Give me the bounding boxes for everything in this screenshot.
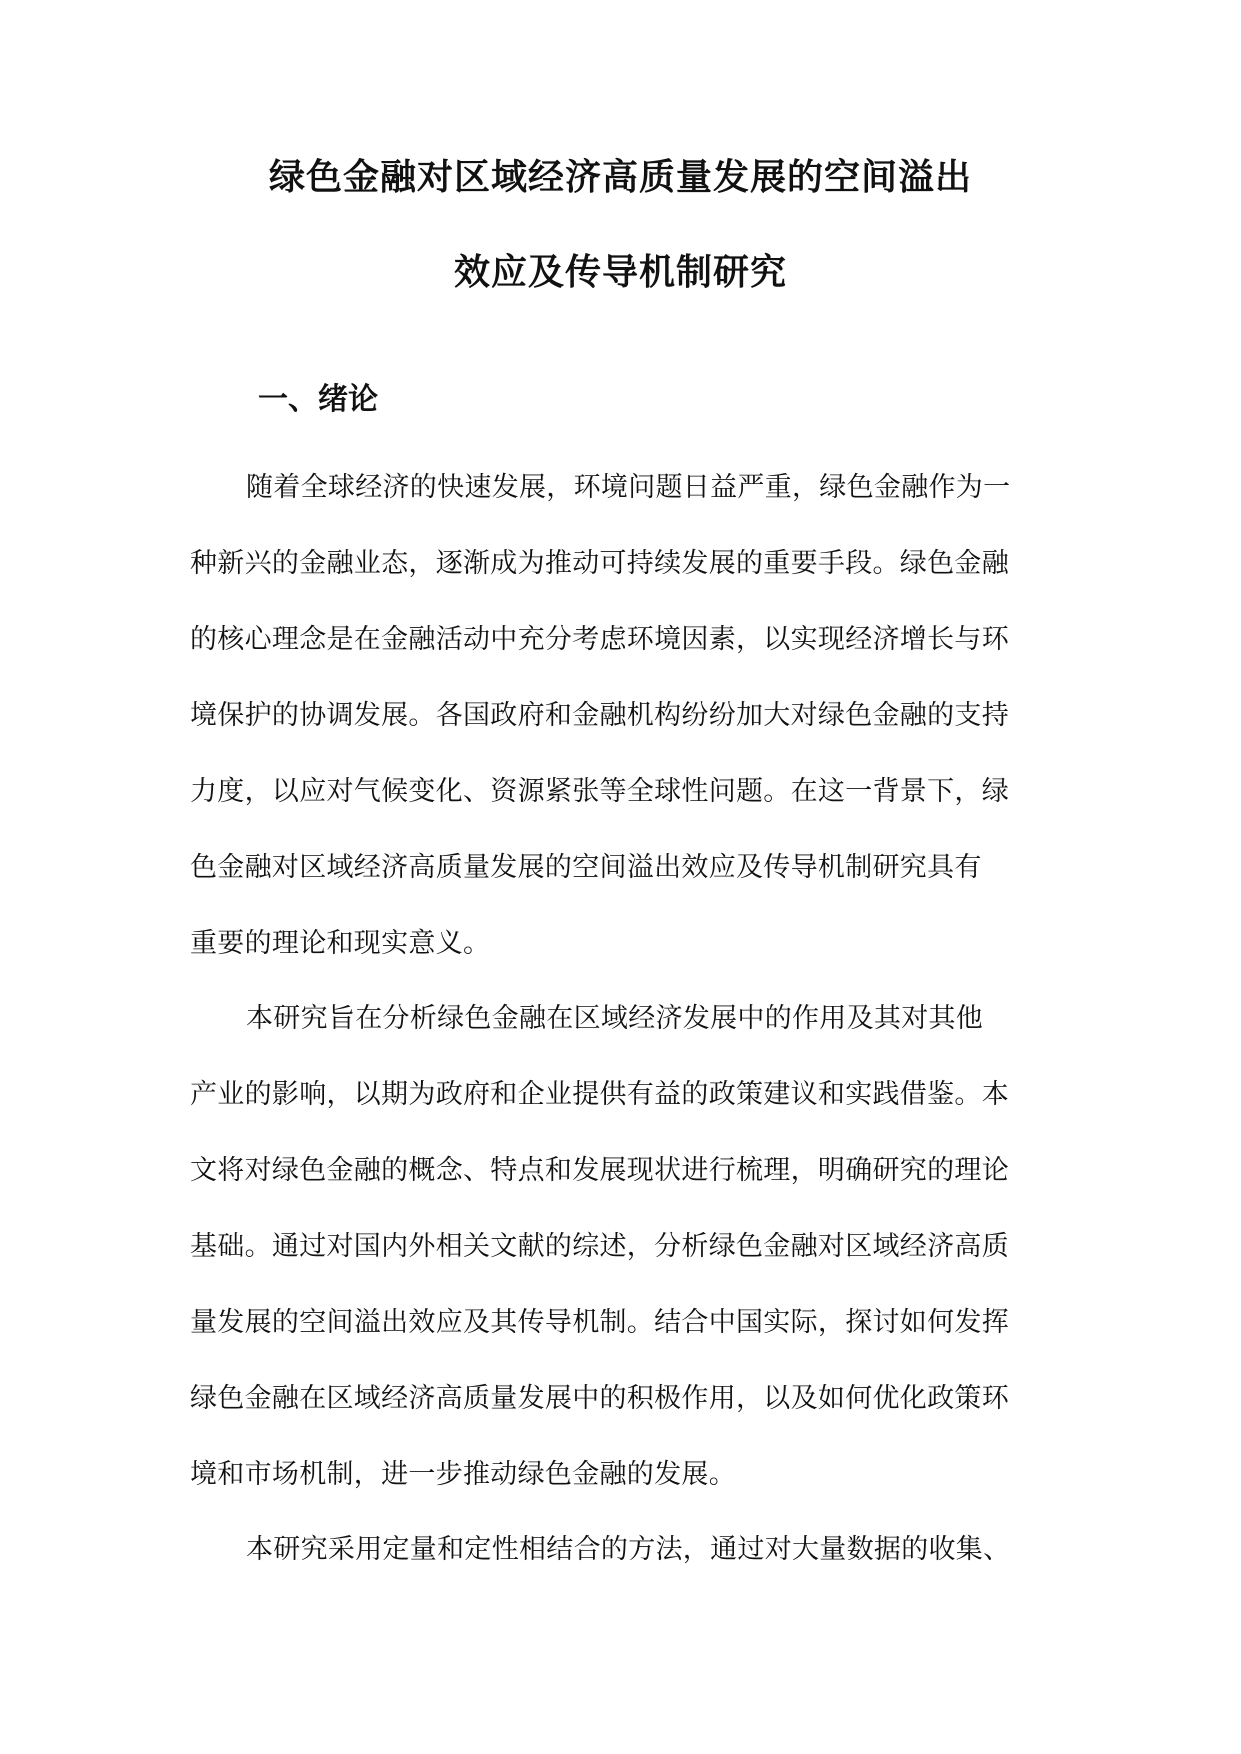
paragraph-line: 重要的理论和现实意义。 bbox=[190, 928, 491, 959]
paragraph-line: 色金融对区域经济高质量发展的空间溢出效应及传导机制研究具有 bbox=[190, 852, 982, 883]
paragraph-line: 文将对绿色金融的概念、特点和发展现状进行梳理，明确研究的理论 bbox=[190, 1155, 1009, 1186]
paragraph-line: 本研究采用定量和定性相结合的方法，通过对大量数据的收集、 bbox=[246, 1534, 1011, 1565]
document-title-line-1: 绿色金融对区域经济高质量发展的空间溢出 bbox=[268, 157, 972, 198]
paragraph-line: 境保护的协调发展。各国政府和金融机构纷纷加大对绿色金融的支持 bbox=[190, 700, 1009, 731]
paragraph-line: 产业的影响，以期为政府和企业提供有益的政策建议和实践借鉴。本 bbox=[190, 1079, 1009, 1110]
paragraph-line: 本研究旨在分析绿色金融在区域经济发展中的作用及其对其他 bbox=[246, 1003, 984, 1034]
paragraph-2 bbox=[190, 981, 1060, 1513]
paragraph-line: 绿色金融在区域经济高质量发展中的积极作用，以及如何优化政策环 bbox=[190, 1383, 1009, 1414]
paragraph-line: 的核心理念是在金融活动中充分考虑环境因素，以实现经济增长与环 bbox=[190, 624, 1009, 655]
paragraph-line: 量发展的空间溢出效应及其传导机制。结合中国实际，探讨如何发挥 bbox=[190, 1307, 1009, 1338]
paragraph-line: 力度，以应对气候变化、资源紧张等全球性问题。在这一背景下，绿 bbox=[190, 776, 1009, 807]
paragraph-1 bbox=[190, 450, 1060, 982]
paragraph-line: 基础。通过对国内外相关文献的综述，分析绿色金融对区域经济高质 bbox=[190, 1231, 1009, 1262]
paragraph-3 bbox=[190, 1512, 1060, 1588]
paragraph-line: 种新兴的金融业态，逐渐成为推动可持续发展的重要手段。绿色金融 bbox=[190, 548, 1009, 579]
paragraph-line: 随着全球经济的快速发展，环境问题日益严重，绿色金融作为一 bbox=[246, 472, 1011, 503]
document-title-line-2: 效应及传导机制研究 bbox=[453, 252, 787, 293]
section-heading: 一、绪论 bbox=[258, 382, 378, 417]
paragraph-line: 境和市场机制，进一步推动绿色金融的发展。 bbox=[190, 1459, 736, 1490]
